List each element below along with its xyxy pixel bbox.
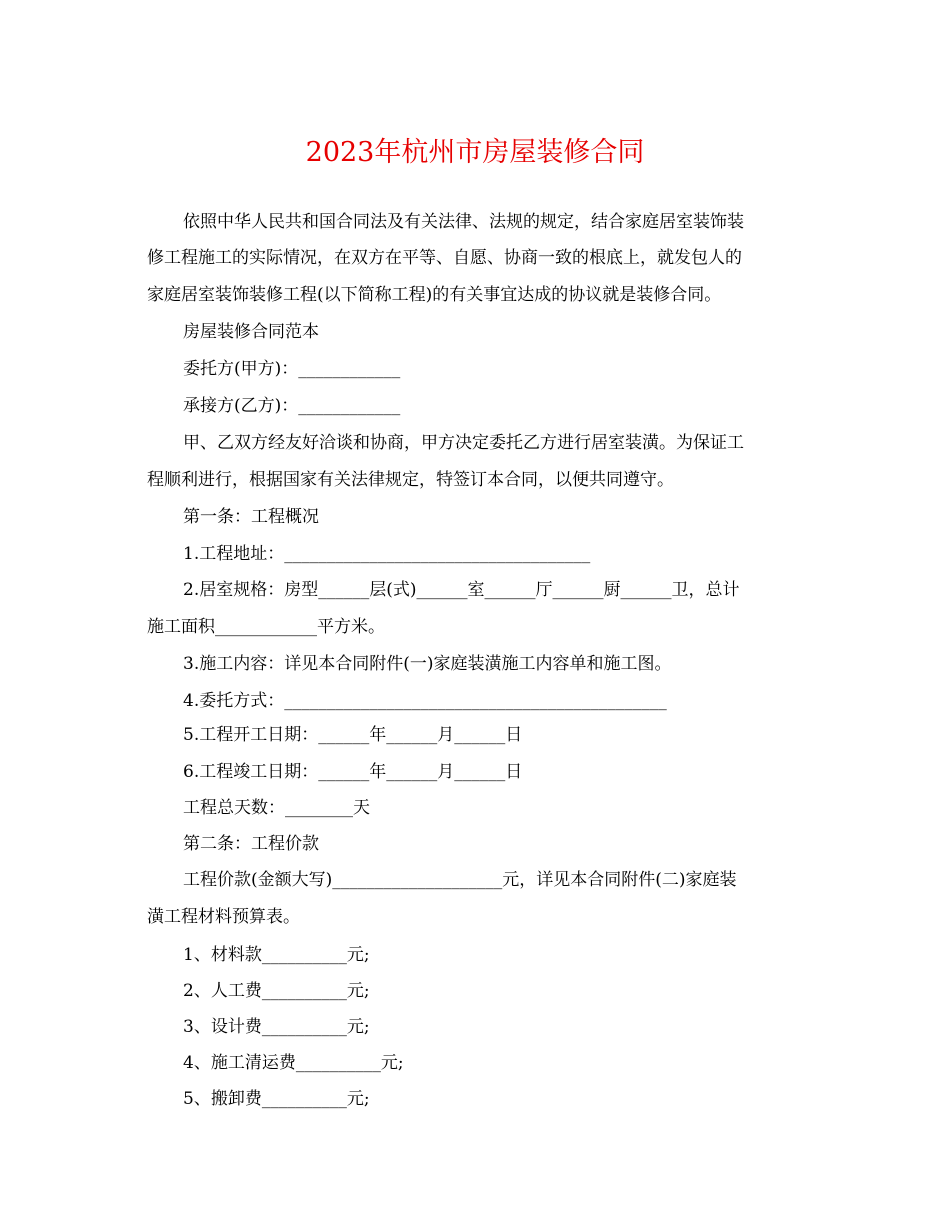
intro-line-2: 修工程施工的实际情况，在双方在平等、自愿、协商一致的根底上，就发包人的 bbox=[147, 248, 742, 268]
cost-item: 3、设计费__________元; bbox=[183, 1017, 370, 1037]
price-line-2: 潢工程材料预算表。 bbox=[147, 907, 300, 927]
cost-item: 2、人工费__________元; bbox=[183, 981, 370, 1001]
document-title: 2023年杭州市房屋装修合同 bbox=[305, 137, 645, 168]
party-b-line: 承接方(乙方)：____________ bbox=[183, 396, 401, 416]
total-days-line: 工程总天数：________天 bbox=[183, 798, 370, 818]
commission-method-line: 4.委托方式：_____________________________________________ bbox=[183, 691, 667, 711]
start-date-line: 5.工程开工日期：______年______月______日 bbox=[183, 725, 523, 745]
cost-item: 5、搬卸费__________元; bbox=[183, 1089, 370, 1109]
article-1-heading: 第一条：工程概况 bbox=[183, 507, 319, 527]
room-spec-line-1: 2.居室规格：房型______层(式)______室______厅______厨______卫，总计 bbox=[183, 580, 740, 600]
intro-line-1: 依照中华人民共和国合同法及有关法律、法规的规定，结合家庭居室装饰装 bbox=[183, 212, 744, 232]
intro-line-3: 家庭居室装饰装修工程(以下简称工程)的有关事宜达成的协议就是装修合同。 bbox=[147, 285, 722, 305]
price-line-1: 工程价款(金额大写)____________________元，详见本合同附件(二)家庭装 bbox=[183, 870, 737, 890]
end-date-line: 6.工程竣工日期：______年______月______日 bbox=[183, 762, 523, 782]
cost-item: 4、施工清运费__________元; bbox=[183, 1053, 404, 1073]
party-a-line: 委托方(甲方)：____________ bbox=[183, 359, 401, 379]
room-spec-line-2: 施工面积____________平方米。 bbox=[147, 617, 385, 637]
article-2-heading: 第二条：工程价款 bbox=[183, 834, 319, 854]
project-address-line: 1.工程地址：____________________________________ bbox=[183, 544, 591, 564]
agreement-line-1: 甲、乙双方经友好洽谈和协商，甲方决定委托乙方进行居室装潢。为保证工 bbox=[183, 433, 744, 453]
agreement-line-2: 程顺利进行，根据国家有关法律规定，特签订本合同，以便共同遵守。 bbox=[147, 470, 674, 490]
sample-title: 房屋装修合同范本 bbox=[183, 322, 319, 342]
construction-content-line: 3.施工内容：详见本合同附件(一)家庭装潢施工内容单和施工图。 bbox=[183, 654, 672, 674]
cost-item: 1、材料款__________元; bbox=[183, 945, 370, 965]
